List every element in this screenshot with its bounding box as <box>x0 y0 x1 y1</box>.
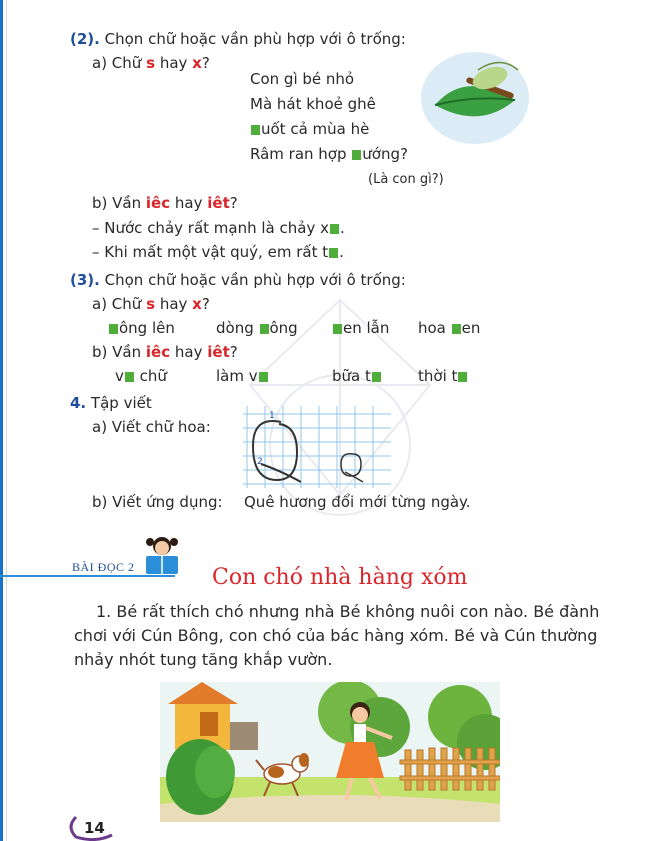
word-text: làm v <box>216 367 258 385</box>
blank-box[interactable] <box>125 372 134 382</box>
ex3-b-word-2 <box>216 367 269 385</box>
ex2-prompt: Chọn chữ hoặc vần phù hợp với ô trống: <box>104 30 406 48</box>
word-text: ông lên <box>119 319 175 337</box>
ex4-heading <box>70 394 152 412</box>
ex4-number: 4. <box>70 394 87 412</box>
ex4-a: a) Viết chữ hoa: <box>92 418 211 436</box>
ex2-b-label: b) Vần <box>92 194 142 212</box>
ex2-number: (2). <box>70 30 100 48</box>
ex2-a <box>92 54 210 72</box>
lesson-paragraph-line-3: nhảy nhót tung tăng khắp vườn. <box>74 650 333 669</box>
ex3-b-word-3 <box>332 367 382 385</box>
ex2-b-line1-text: – Nước chảy rất mạnh là chảy x <box>92 219 329 237</box>
blank-box[interactable] <box>109 324 118 334</box>
ex2-b <box>92 194 238 212</box>
ex3-a-word-3 <box>332 319 389 337</box>
word-text: dòng <box>216 319 259 337</box>
ex2-b-line1 <box>92 219 345 237</box>
ex3-b-label: b) Vần <box>92 343 142 361</box>
ex2-b-q: ? <box>229 194 238 212</box>
blank-box[interactable] <box>259 372 268 382</box>
cicada-on-leaf-icon <box>420 50 530 145</box>
poem-line-3 <box>250 120 369 138</box>
ex4-b: b) Viết ứng dụng: <box>92 493 223 511</box>
ex2-b-hay: hay <box>174 194 203 212</box>
word-text: chữ <box>134 367 167 385</box>
ex3-a-x: x <box>192 295 202 313</box>
ex3-number: (3). <box>70 271 100 289</box>
blank-box[interactable] <box>260 324 269 334</box>
page-margin-line <box>6 0 7 841</box>
lesson-divider <box>0 575 175 577</box>
ex2-a-hay: hay <box>159 54 188 72</box>
poem-line-2: Mà hát khoẻ ghê <box>250 95 376 113</box>
blank-box[interactable] <box>329 248 338 258</box>
ex3-a-q: ? <box>201 295 210 313</box>
lesson-paragraph-line-2: chơi với Cún Bông, con chó của bác hàng xóm. Bé và Cún thường <box>74 626 598 645</box>
blank-box[interactable] <box>333 324 342 334</box>
ex2-a-x: x <box>192 54 202 72</box>
ex3-prompt: Chọn chữ hoặc vần phù hợp với ô trống: <box>104 271 406 289</box>
girl-reading-icon <box>140 532 186 576</box>
ex3-a-s: s <box>146 295 156 313</box>
word-text: en <box>461 319 481 337</box>
ex3-a-word-4 <box>418 319 480 337</box>
page-number: 14 <box>84 819 105 837</box>
poem-line-4 <box>250 145 408 163</box>
word-text: thời t <box>418 367 458 385</box>
page-margin-bar <box>0 0 3 841</box>
ex3-b-iet: iêt <box>207 343 230 361</box>
poem-line-1: Con gì bé nhỏ <box>250 70 355 88</box>
blank-box[interactable] <box>452 324 461 334</box>
ex2-b-line1-end: . <box>339 219 345 237</box>
word-text: hoa <box>418 319 451 337</box>
ex3-a-word-2 <box>216 319 298 337</box>
word-text: bữa t <box>332 367 371 385</box>
ex4-title: Tập viết <box>90 394 152 412</box>
lesson-paragraph-line-1: 1. Bé rất thích chó nhưng nhà Bé không nuôi con nào. Bé đành <box>96 602 600 621</box>
ex2-b-iet: iêt <box>207 194 230 212</box>
ex2-a-q: ? <box>201 54 210 72</box>
ex4-sentence: Quê hương đổi mới từng ngày. <box>244 493 471 511</box>
blank-box[interactable] <box>458 372 467 382</box>
ex3-b-iec: iêc <box>145 343 171 361</box>
ex2-a-label: a) Chữ <box>92 54 142 72</box>
stroke-order-2: 2 <box>257 457 263 467</box>
blank-box[interactable] <box>251 125 260 135</box>
ex3-b-word-1 <box>115 367 167 385</box>
ex2-b-line2 <box>92 243 344 261</box>
stroke-order-1: 1 <box>269 411 275 421</box>
ex3-b-q: ? <box>229 343 238 361</box>
riddle-answer-hint: (Là con gì?) <box>368 172 444 187</box>
ex3-b <box>92 343 238 361</box>
ex3-a-hay: hay <box>159 295 188 313</box>
ex3-b-hay: hay <box>174 343 203 361</box>
poem-line-3-text: uốt cả mùa hè <box>261 120 370 138</box>
blank-box[interactable] <box>352 150 361 160</box>
ex2-heading <box>70 30 406 48</box>
ex3-b-word-4 <box>418 367 468 385</box>
lesson-title: Con chó nhà hàng xóm <box>212 565 468 590</box>
story-illustration <box>160 682 500 822</box>
ex2-b-line2-text: – Khi mất một vật quý, em rất t <box>92 243 329 261</box>
ex2-b-line2-end: . <box>339 243 344 261</box>
word-text: ông <box>269 319 298 337</box>
word-text: v <box>115 367 124 385</box>
ex2-a-s: s <box>146 54 156 72</box>
ex3-a-label: a) Chữ <box>92 295 142 313</box>
blank-box[interactable] <box>330 224 339 234</box>
ex2-b-iec: iêc <box>145 194 171 212</box>
poem-line-4-text: Râm ran hợp <box>250 145 347 163</box>
blank-box[interactable] <box>372 372 381 382</box>
ex3-heading <box>70 271 406 289</box>
poem-line-4-end: ướng? <box>362 145 408 163</box>
ex3-a <box>92 295 210 313</box>
ex3-a-word-1 <box>108 319 175 337</box>
lesson-label: BÀI ĐỌC 2 <box>72 560 135 574</box>
word-text: en lẫn <box>343 319 390 337</box>
handwriting-grid <box>243 406 391 488</box>
